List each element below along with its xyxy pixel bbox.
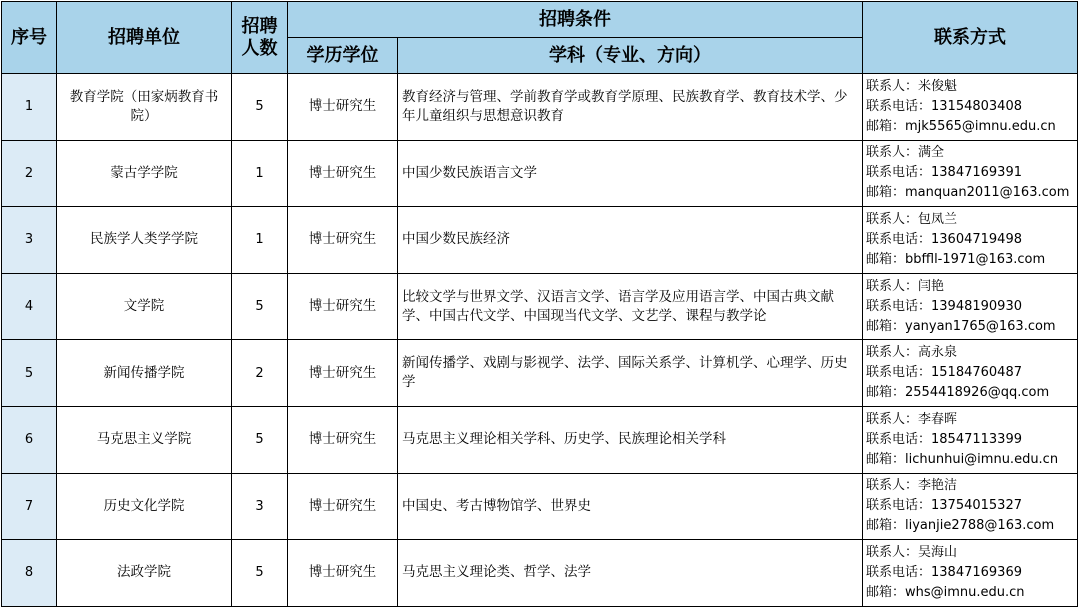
contact-email: 邮箱：liyanjie2788@163.com [866,518,1055,534]
unit-cell: 历史文化学院 [57,473,232,540]
header-count-line2: 人数 [241,37,278,59]
seq-cell: 8 [2,540,57,607]
subject-cell: 比较文学与世界文学、汉语言文学、语言学及应用语言学、中国古典文献学、中国古代文学、中国现当代文学、文艺学、课程与教学论 [398,273,863,340]
contact-email: 邮箱：yanyan1765@163.com [866,318,1056,334]
contact-person: 联系人：米俊魁 [866,78,958,94]
table-row [2,74,1078,141]
contact-person: 联系人：包凤兰 [866,211,958,227]
count-cell: 5 [232,273,288,340]
degree-cell: 博士研究生 [288,540,398,607]
degree-cell: 博士研究生 [288,140,398,207]
contact-person: 联系人：吴海山 [866,544,958,560]
contact-phone: 联系电话：15184760487 [866,365,1022,381]
contact-phone: 联系电话：13154803408 [866,98,1022,114]
unit-cell: 法政学院 [57,540,232,607]
seq-cell: 1 [2,74,57,141]
header-conditions: 招聘条件 [288,2,863,38]
degree-cell: 博士研究生 [288,207,398,274]
unit-cell: 新闻传播学院 [57,340,232,407]
subject-cell: 新闻传播学、戏剧与影视学、法学、国际关系学、计算机学、心理学、历史学 [398,340,863,407]
contact-person: 联系人：李春晖 [866,411,958,427]
recruitment-table [1,1,1078,607]
degree-cell: 博士研究生 [288,74,398,141]
subject-cell: 中国少数民族语言文学 [398,140,863,207]
degree-cell: 博士研究生 [288,340,398,407]
count-cell: 3 [232,473,288,540]
subject-cell: 马克思主义理论类、哲学、法学 [398,540,863,607]
contact-cell [863,540,1078,607]
degree-cell: 博士研究生 [288,473,398,540]
subject-cell: 中国少数民族经济 [398,207,863,274]
table-row [2,207,1078,274]
count-cell: 1 [232,207,288,274]
contact-cell [863,207,1078,274]
contact-person: 联系人：满全 [866,145,945,161]
contact-cell [863,273,1078,340]
contact-cell [863,140,1078,207]
count-cell: 5 [232,74,288,141]
contact-email: 邮箱：whs@imnu.edu.cn [866,584,1025,600]
count-cell: 5 [232,406,288,473]
header-row-1 [2,2,1078,38]
header-degree: 学历学位 [288,38,398,74]
count-cell: 2 [232,340,288,407]
count-cell: 5 [232,540,288,607]
contact-cell [863,340,1078,407]
count-cell: 1 [232,140,288,207]
unit-cell: 文学院 [57,273,232,340]
unit-cell: 蒙古学学院 [57,140,232,207]
table-body [2,74,1078,607]
table-row [2,273,1078,340]
contact-phone: 联系电话：13604719498 [866,231,1022,247]
unit-cell: 马克思主义学院 [57,406,232,473]
table-row [2,140,1078,207]
contact-email: 邮箱：lichunhui@imnu.edu.cn [866,451,1059,467]
contact-person: 联系人：李艳洁 [866,478,958,494]
header-subject: 学科（专业、方向） [398,38,863,74]
contact-email: 邮箱：2554418926@qq.com [866,385,1050,401]
seq-cell: 2 [2,140,57,207]
contact-phone: 联系电话：13847169369 [866,564,1022,580]
contact-person: 联系人：闫艳 [866,278,945,294]
degree-cell: 博士研究生 [288,273,398,340]
header-unit: 招聘单位 [57,2,232,74]
header-contact: 联系方式 [863,2,1078,74]
seq-cell: 3 [2,207,57,274]
subject-cell: 马克思主义理论相关学科、历史学、民族理论相关学科 [398,406,863,473]
header-seq: 序号 [2,2,57,74]
contact-phone: 联系电话：13948190930 [866,298,1022,314]
table-row [2,340,1078,407]
contact-phone: 联系电话：13754015327 [866,498,1022,514]
contact-phone: 联系电话：13847169391 [866,165,1022,181]
table-row [2,473,1078,540]
contact-cell [863,74,1078,141]
seq-cell: 4 [2,273,57,340]
contact-phone: 联系电话：18547113399 [866,431,1022,447]
unit-cell: 民族学人类学学院 [57,207,232,274]
contact-cell [863,406,1078,473]
table-row [2,406,1078,473]
recruitment-table-page [0,1,1078,612]
unit-cell: 教育学院（田家炳教育书院） [57,74,232,141]
contact-email: 邮箱：bbffll-1971@163.com [866,251,1046,267]
contact-cell [863,473,1078,540]
seq-cell: 6 [2,406,57,473]
table-row [2,540,1078,607]
contact-email: 邮箱：manquan2011@163.com [866,185,1070,201]
seq-cell: 7 [2,473,57,540]
subject-cell: 教育经济与管理、学前教育学或教育学原理、民族教育学、教育技术学、少年儿童组织与思想意识教育 [398,74,863,141]
contact-email: 邮箱：mjk5565@imnu.edu.cn [866,118,1056,134]
header-count-line1: 招聘 [241,15,278,37]
subject-cell: 中国史、考古博物馆学、世界史 [398,473,863,540]
contact-person: 联系人：高永泉 [866,345,958,361]
header-count [232,2,288,74]
seq-cell: 5 [2,340,57,407]
degree-cell: 博士研究生 [288,406,398,473]
